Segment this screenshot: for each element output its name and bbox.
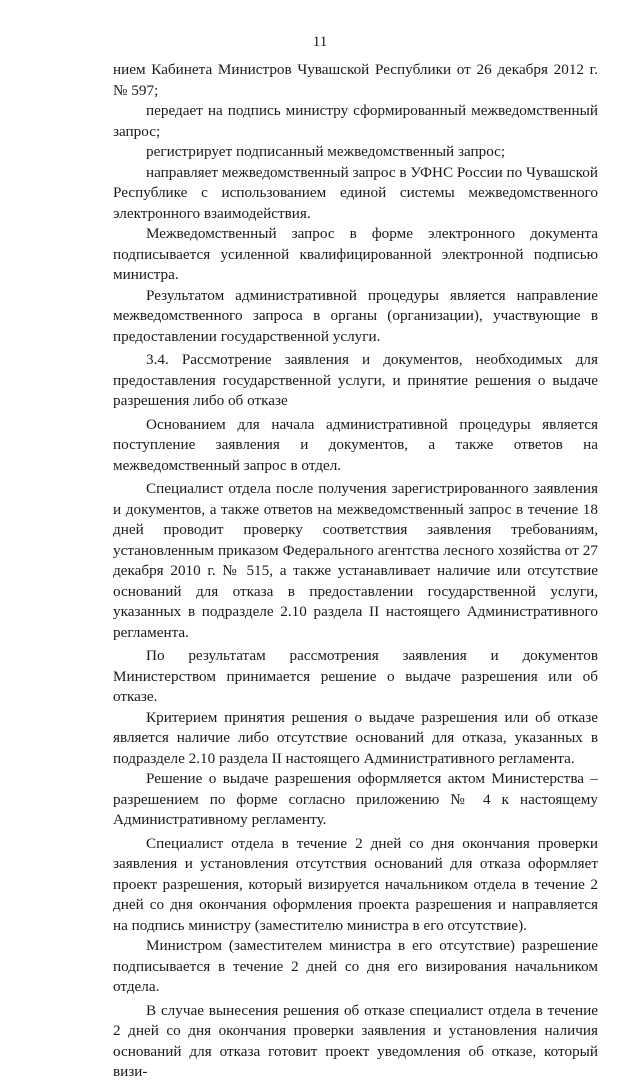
paragraph: Межведомственный запрос в форме электронного документа подписывается усиленной квалифицированной электронной подписью министра. <box>113 225 598 283</box>
paragraph: направляет межведомственный запрос в УФНС России по Чувашской Республике с использованием единой системы межведомственного электронного взаимодействия. <box>113 163 598 222</box>
paragraph: Специалист отдела после получения зарегистрированного заявления и документов, а также ответов на межведомственный запрос в течение 18 дней проводит проверку соответствия заявления требованиям, установленным приказом Федерального агентства лесного хозяйства от 27 декабря 2010 г. № 515, а также устанавливает наличие или отсутствие оснований для отказа в предоставлении государственной услуги, указанных в подразделе 2.10 раздела II настоящего Административного регламента. <box>113 480 598 641</box>
paragraph: передает на подпись министру сформированный межведомственный запрос; <box>113 102 598 140</box>
paragraph: В случае вынесения решения об отказе специалист отдела в течение 2 дней со дня окончания проверки заявления и установления наличия оснований для отказа готовит проект уведомления об отказе, который визи- <box>113 1001 598 1080</box>
section-heading: 3.4. Рассмотрение заявления и документов, необходимых для предоставления государственной услуги, и принятие решения о выдаче разрешения либо об отказе <box>113 351 598 409</box>
document-body <box>113 60 598 1083</box>
paragraph: По результатам рассмотрения заявления и документов Министерством принимается решение о выдаче разрешения или об отказе. <box>113 647 598 705</box>
page-number: 11 <box>312 34 328 50</box>
paragraph: нием Кабинета Министров Чувашской Республики от 26 декабря 2012 г. № 597; <box>113 61 598 99</box>
paragraph: Основанием для начала административной процедуры является поступление заявления и документов, а также ответов на межведомственный запрос в отдел. <box>113 415 598 474</box>
paragraph: Результатом административной процедуры является направление межведомственного запроса в органы (организации), участвующие в предоставлении государственной услуги. <box>113 286 598 345</box>
paragraph: регистрирует подписанный межведомственный запрос; <box>146 143 506 160</box>
paragraph: Решение о выдаче разрешения оформляется актом Министерства – разрешением по форме согласно приложению № 4 к настоящему Административному регламенту. <box>113 770 598 828</box>
paragraph: Критерием принятия решения о выдаче разрешения или об отказе является наличие либо отсутствие оснований для отказа, указанных в подразделе 2.10 раздела II настоящего Административного регламента. <box>113 708 598 767</box>
paragraph: Министром (заместителем министра в его отсутствие) разрешение подписывается в течение 2 дней со дня его визирования начальником отдела. <box>113 937 598 995</box>
paragraph: Специалист отдела в течение 2 дней со дня окончания проверки заявления и установления отсутствия оснований для отказа оформляет проект разрешения, который визируется начальником отдела в течение 2 дней со дня окончания оформления проекта разрешения и направляется на подпись министру (заместителю министра в его отсутствие). <box>113 834 598 934</box>
